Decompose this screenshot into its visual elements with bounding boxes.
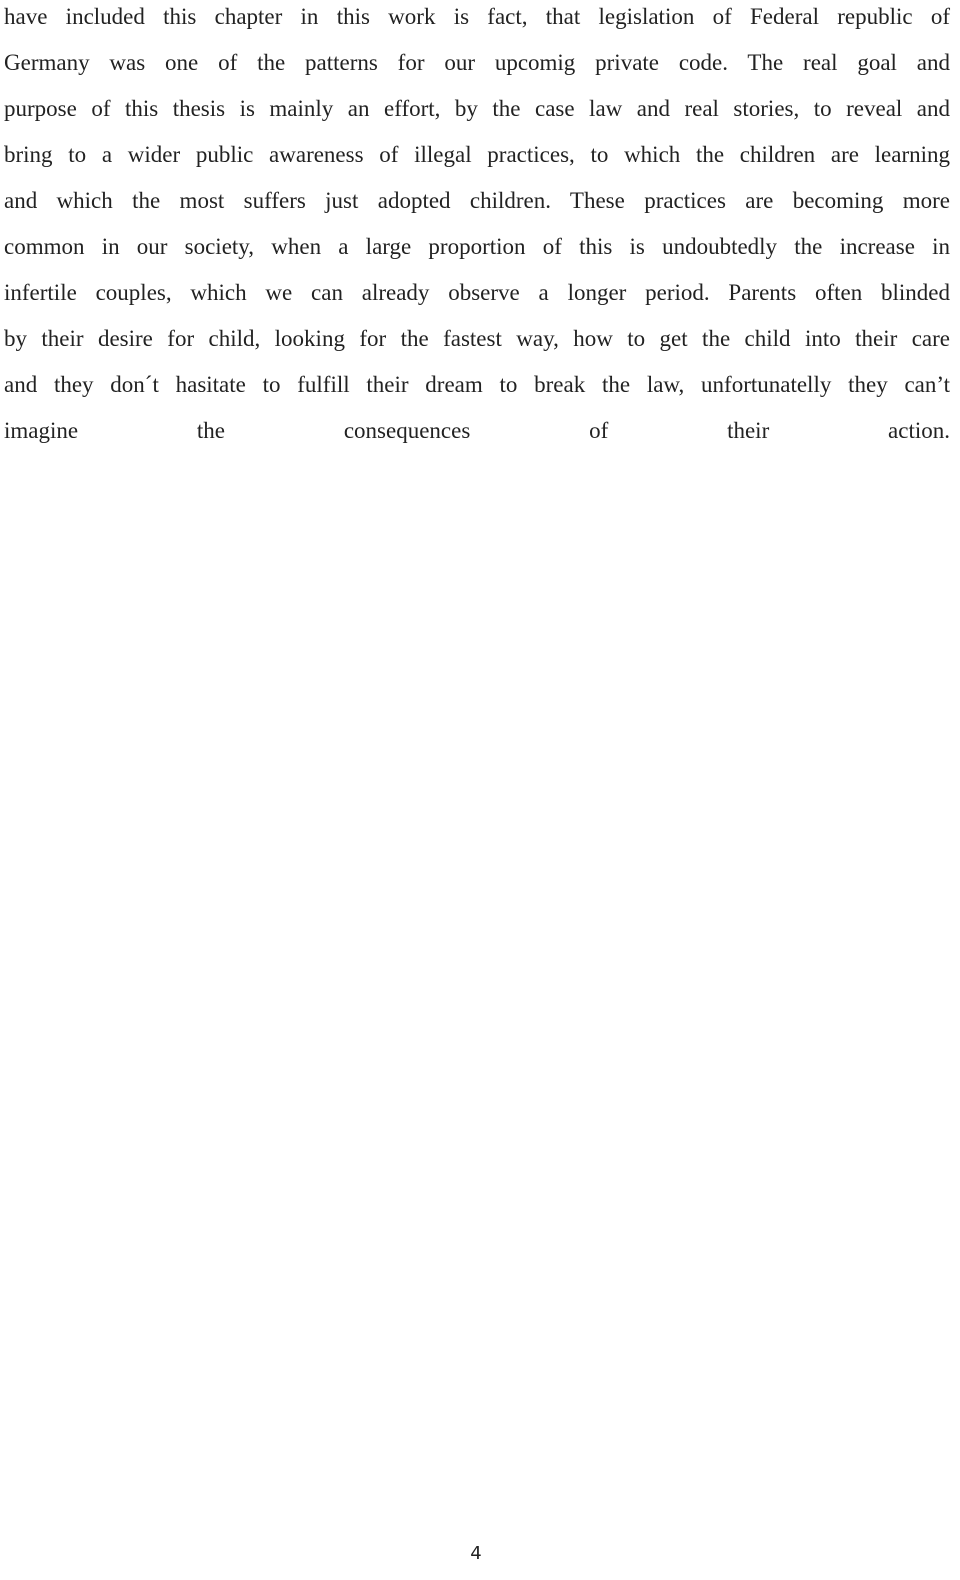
paragraph-line: have included this chapter in this work is fact, that legislation of Federal republic of xyxy=(4,4,950,29)
body-paragraph xyxy=(4,0,950,454)
paragraph-line: imagine the consequences of their action. xyxy=(4,418,950,443)
paragraph-line: common in our society, when a large proportion of this is undoubtedly the increase in xyxy=(4,234,950,259)
paragraph-line: infertile couples, which we can already observe a longer period. Parents often blinded xyxy=(4,280,950,305)
paragraph-line: by their desire for child, looking for the fastest way, how to get the child into their care xyxy=(4,326,950,351)
paragraph-line: purpose of this thesis is mainly an effort, by the case law and real stories, to reveal and xyxy=(4,96,950,121)
page-number: 4 xyxy=(470,1543,482,1564)
paragraph-line: Germany was one of the patterns for our upcomig private code. The real goal and xyxy=(4,50,950,75)
paragraph-line: and which the most suffers just adopted children. These practices are becoming more xyxy=(4,188,950,213)
paragraph-line: bring to a wider public awareness of illegal practices, to which the children are learning xyxy=(4,142,950,167)
paragraph-line: and they don´t hasitate to fulfill their dream to break the law, unfortunatelly they can’t xyxy=(4,372,950,397)
